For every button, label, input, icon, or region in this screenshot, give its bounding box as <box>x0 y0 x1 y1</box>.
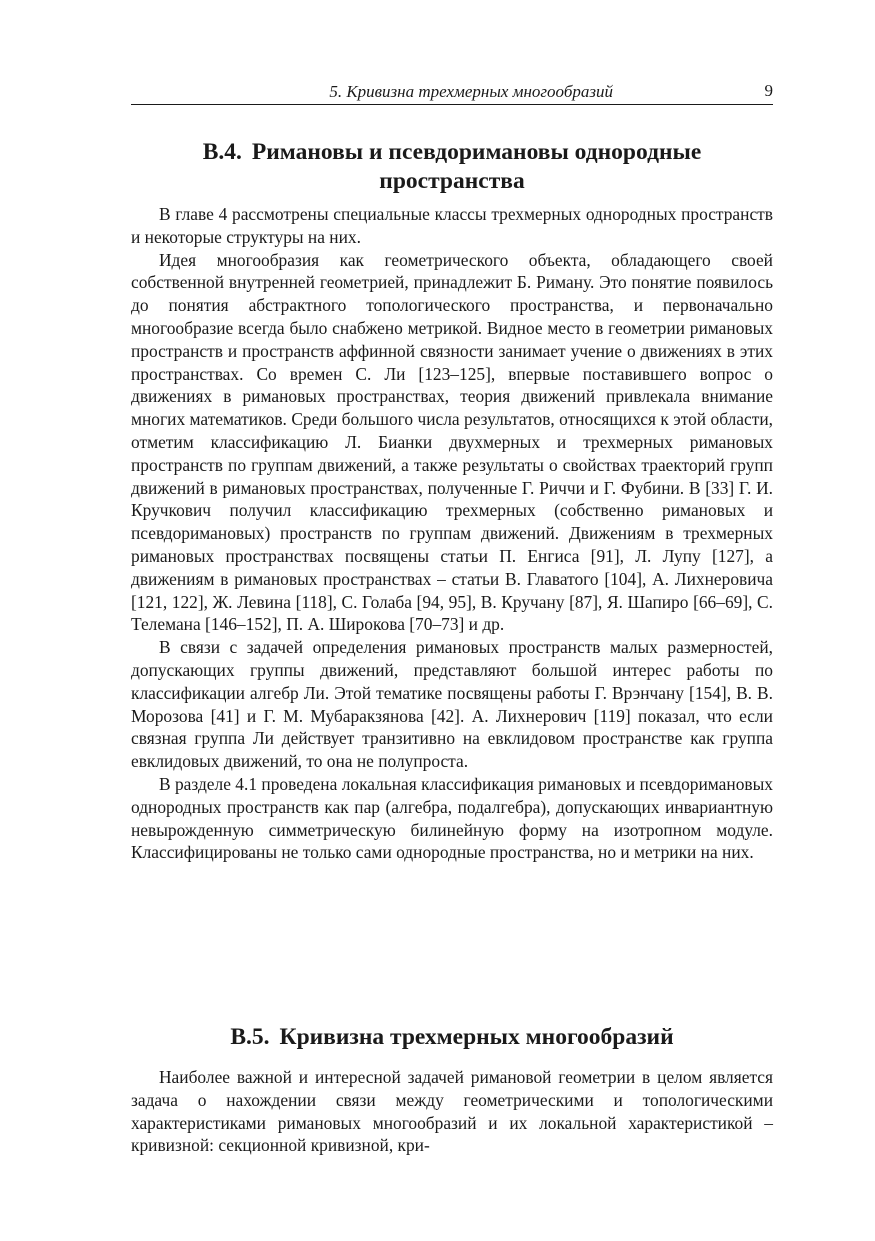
paragraph: В главе 4 рассмотрены специальные классы трехмерных однородных пространств и некоторые структуры на них. <box>131 204 773 247</box>
section-title-b5 <box>131 1023 773 1052</box>
section-number: В.4. <box>202 139 242 165</box>
paragraph: В разделе 4.1 проведена локальная классификация римановых и псевдоримановых однородных пространств как пар (алгебра, подалгебра), допускающих инвариантную невырожденную симметрическую билинейную форму на изотропном модуле. Классифицированы не только сами однородные пространства, но и метрики на них. <box>131 773 773 863</box>
paragraph: Наиболее важной и интересной задачей римановой геометрии в целом является задача о нахождении связи между геометрическими и топологическими характеристиками римановых многообразий и их локальной характеристикой – кривизной: секционной кривизной, кри- <box>131 1067 773 1156</box>
running-title: 5. Кривизна трехмерных многообразий <box>329 82 613 101</box>
paragraph: В связи с задачей определения римановых пространств малых размерностей, допускающих группы движений, представляют большой интерес работы по классификации алгебр Ли. Этой тематике посвящены работы Г. Врэнчану [154], В. В. Морозова [41] и Г. М. Мубаракзянова [42]. А. Лихнерович [119] показал, что если связная группа Ли действует транзитивно на евклидовом пространстве как группа евклидовых движений, то она не полупроста. <box>131 637 773 772</box>
page-number: 9 <box>764 81 773 100</box>
section-body-b5 <box>131 1066 773 1157</box>
section-title-line1: Кривизна трехмерных многообразий <box>279 1024 674 1050</box>
section-title-line2: пространства <box>379 168 525 194</box>
running-header <box>131 78 773 105</box>
paragraph: Идея многообразия как геометрического объекта, обладающего своей собственной внутренней геометрией, принадлежит Б. Риману. Это понятие появилось до понятия абстрактного топологического пространства, и первоначально многообразие всегда было снабжено метрикой. Видное место в геометрии римановых пространств и пространств аффинной связности занимает учение о движениях в этих пространствах. Со времен С. Ли [123–125], впервые поставившего вопрос о движениях в римановых пространствах, теория движений привлекала внимание многих математиков. Среди большого числа результатов, относящихся к этой области, отметим классификацию Л. Бианки двухмерных и трехмерных римановых пространств по группам движений, а также результаты о свойствах траекторий групп движений в римановых пространствах, полученные Г. Риччи и Г. Фубини. В [33] Г. И. Кручкович получил классификацию трехмерных (собственно римановых и псевдоримановых) пространств по группам движений. Движениям в трехмерных римановых пространствах посвящены статьи П. Енгиса [91], Л. Лупу [127], а движениям в римановых пространствах – статьи В. Главатого [104], А. Лихнеровича [121, 122], Ж. Левина [118], С. Голаба [94, 95], В. Кручану [87], Я. Шапиро [66–69], С. Телемана [146–152], П. А. Широкова [70–73] и др. <box>131 249 773 635</box>
section-body-b4 <box>131 203 773 864</box>
section-number: В.5. <box>230 1024 270 1050</box>
section-title-line1: Римановы и псевдоримановы однородные <box>251 139 702 165</box>
section-title-b4 <box>131 138 773 196</box>
